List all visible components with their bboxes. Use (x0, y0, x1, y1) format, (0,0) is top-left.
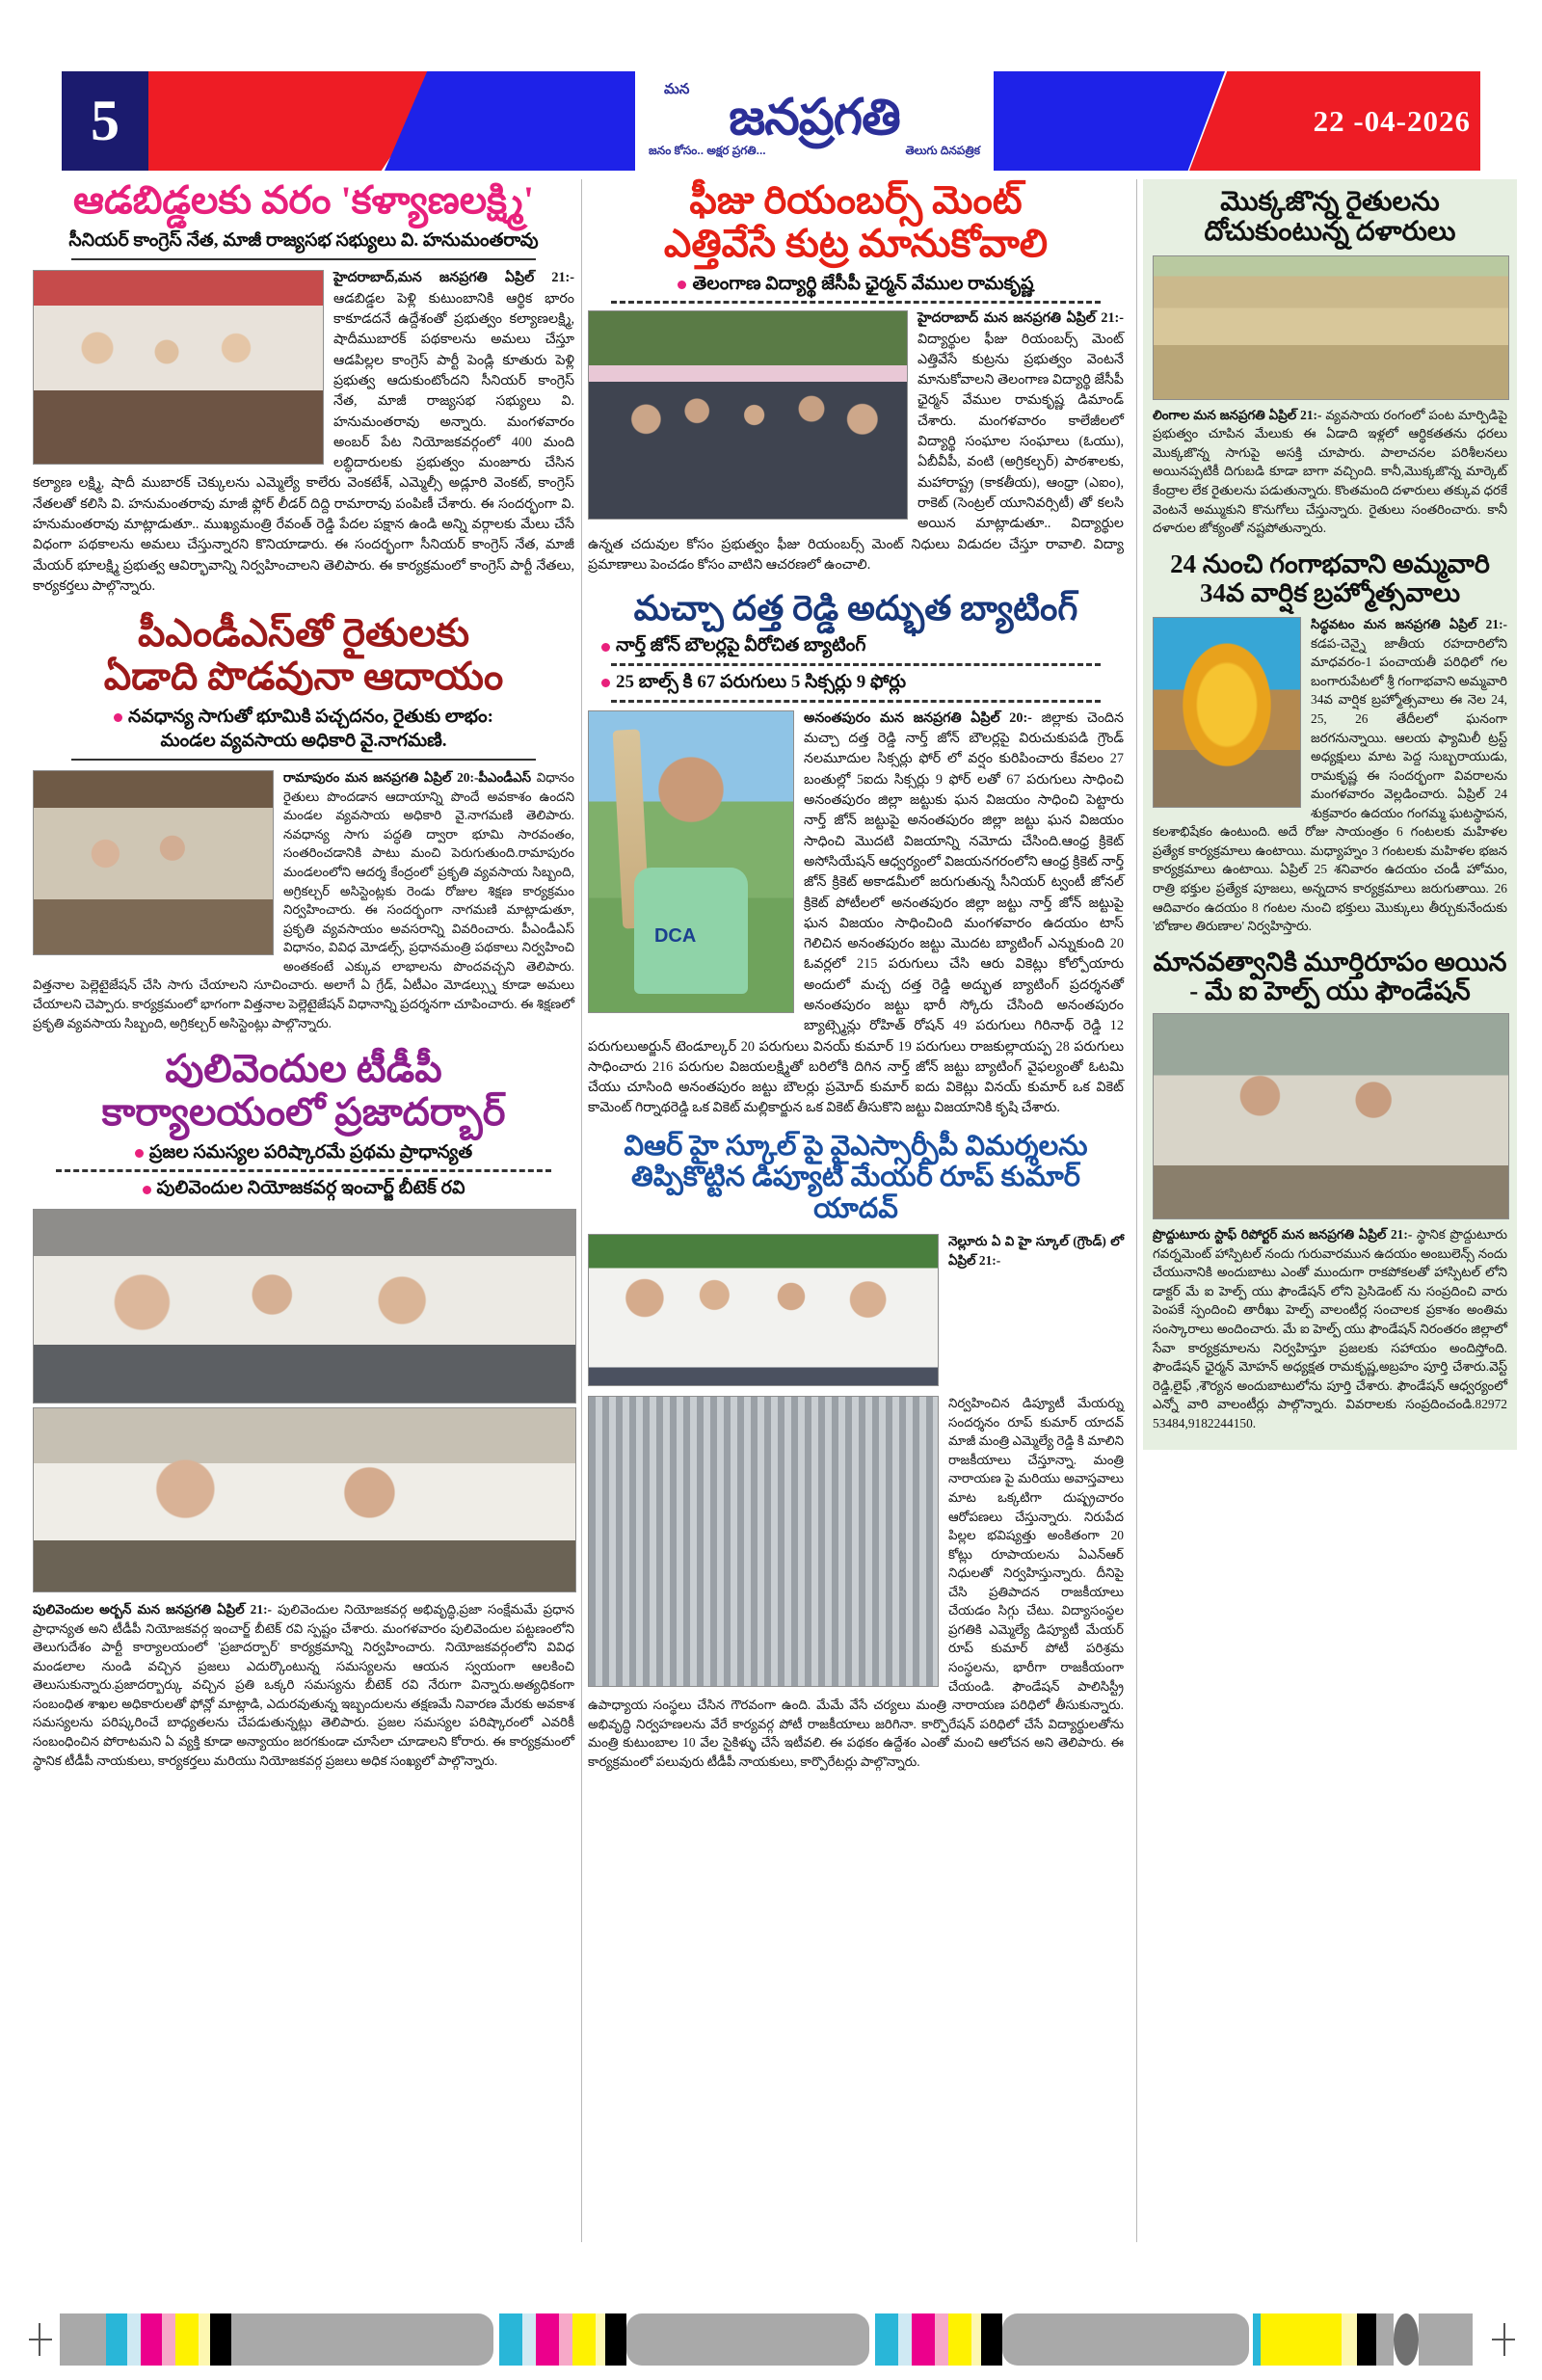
photo-cricketer (588, 710, 794, 1013)
body-maize: వ్యవసాయ రంగంలో పంట మార్పిడిపై ప్రభుత్వం చూపిన మేలుకు ఈ ఏడాది ఇళ్లలో ఆర్థికతతను ధరలు మొక్కజొన్న సాగుపై అసక్తి చూపారు. పాలాచనల పరిశీలనలు అయినప్పటికీ దిగుబడి కూడా బాగా వచ్చింది. కానీ,మొక్కజొన్న మార్కెట్ కేంద్రాల లేక రైతులను పడుతున్నారు. కొంతమంది దళారులు తక్కువ ధరకే వెంటనే అమ్ముకుని కొనుగోలు చేస్తున్నారు. రైతులు సంతరించారు. కానీ దళారుల జోక్యంతో నష్టపోతున్నారు. (1153, 407, 1507, 536)
cricket-jersey (634, 868, 749, 994)
photo-bicycles (588, 1396, 939, 1687)
rule-dashed (56, 1169, 551, 1172)
headline-ganga-line1: 24 నుంచి గంగాభవాని అమ్మవారి (1170, 548, 1490, 578)
subhead-pulivendula-1 (33, 1141, 574, 1165)
dateline-pmds: రామాపురం మన జనప్రగతి ఏప్రిల్ 20:-పీఎండీఎస్ (283, 770, 532, 786)
article-may-i-help-you (1153, 948, 1507, 1433)
headline-pulivendula-line2: కార్యాలయంలో ప్రజాదర్బార్ (101, 1089, 506, 1134)
logo-title: జనప్రగతి (729, 91, 900, 147)
headline-datta-reddy: మచ్చా దత్త రెడ్డి అద్భుత బ్యాటింగ్ (633, 589, 1078, 628)
subhead-pmds-line2: మండల వ్యవసాయ అధికారి వై.నాగమణి. (160, 730, 447, 751)
bullet-icon (143, 1186, 151, 1194)
newspaper-logo (635, 71, 994, 171)
dateline-vr: నెల్లూరు ఏ వి హై స్కూల్ (గ్రౌండ్) లో ఏప్రిల్ 21:- (948, 1234, 1124, 1268)
photo-janadarbar-2 (33, 1407, 576, 1592)
subhead-kalyanalakshmi: సీనియర్ కాంగ్రెస్ నేత, మాజీ రాజ్యసభ సభ్యులు వి. హనుమంతరావు (68, 229, 539, 251)
headline-mihy-line1: మానవత్వానికి మూర్తిరూపం అయిన (1153, 947, 1507, 976)
body-ganga: కడప-చెన్నై జాతీయ రహదారిలోని మాధవరం-1 పంచాయతీ పరిధిలో గల బంగారుపేటలో శ్రీ గంగాభవాని అమ్మవారి 34వ వార్షిక బ్రహ్మోత్సవాలు ఈ నెల 24, 25, 26 తేదీలలో ఘనంగా జరగనున్నాయి. ఆలయ ఫ్యామిలీ ట్రస్ట్ అధ్యక్షులు మాట పెద్ద సుబ్బరాయుడు, రామకృష్ణ ఈ సందర్భంగా వివరాలను మంగళవారం వెల్లడించారు. ఏప్రిల్ 24 శుక్రవారం ఉదయం గంగమ్మ ఘటస్థాపన, కలశాభిషేకం ఉంటుంది. అదే రోజు సాయంత్రం 6 గంటలకు మహిళల ప్రత్యేక కార్యక్రమాలు ఉంటాయి. మధ్యాహ్నం 3 గంటలకు మహిళల భజన కార్యక్రమాలు ఉంటాయి. ఏప్రిల్ 25 శనివారం ఉదయం చండీ హోమం, రాత్రి భక్తుల ప్రత్యేక పూజలు, అన్నదాన కార్యక్రమాలు జరుగుతాయి. 26 ఆదివారం ఉదయం 8 గంటల నుంచి భక్తులు మొక్కులు తీర్చుకునేందుకు 'బోణాల తిరుణాల' నిర్వహిస్తారు. (1153, 635, 1507, 934)
bullet-icon (114, 713, 122, 722)
photo-temple-deity (1153, 617, 1301, 808)
headline-vr-line2: తిప్పికొట్టిన డిప్యూటీ మేయర్ రూప్ కుమార్ యాదవ్ (631, 1162, 1080, 1224)
bullet-text-1: నార్త్ జోన్ బౌలర్లపై వీరోచిత బ్యాటింగ్ (616, 635, 866, 656)
headline-kalyanalakshmi: ఆడబిడ్డలకు వరం 'కళ్యాణలక్ష్మి' (73, 178, 534, 222)
bullet-text-2: పులివెందుల నియోజకవర్గ ఇంచార్జ్ బీటెక్ రవి (156, 1178, 465, 1199)
body-cricket: జిల్లాకు చెందిన మచ్చా దత్త రెడ్డి నార్త్ జోన్ బౌలర్లపై విరుచుకుపడి గ్రౌండ్ నలమూదుల సిక్సర్లు ఫోర్ లో వర్షం కురిపించారు కేవలం 27 బంతుల్లో 5ఐదు సిక్సర్లు 9 ఫోర్ లతో 67 పరుగులు సాధించి అనంతపురం జిల్లా జట్టుకు ఘన విజయం సాధించి పెట్టారు నార్త్ జోన్ జట్టుపై అనంతపురం జిల్లా జట్టు ఘన విజయం సాధించి మొదటి విజయాన్ని నమోదు చేసింది.ఆంధ్ర క్రికెట్ అసోసియేషన్ ఆధ్వర్యంలో విజయనగరంలోని ఆంధ్ర క్రికెట్ నార్త్ జోన్ క్రికెట్ అకాడమీలో జరుగుతున్న సీనియర్ ట్వంటీ జోనల్ క్రికెట్ పోటీలలో అనంతపురం జిల్లా జట్టు నార్త్ జోన్ జట్టుపై ఘన విజయం సాధించింది మంగళవారం ఉదయం టాస్ గెలిచిన అనంతపురం జట్టు మొదట బ్యాటింగ్ ఎన్నుకుంది 20 ఓవర్లలో 215 పరుగులు చేసి ఆరు వికెట్లు కోల్పోయారు అందులో మచ్చ దత్త రెడ్డి అద్భుత బ్యాటింగ్ ప్రదర్శనతో అనంతపురం జట్టు భారీ స్కోరు చేసింది అనంతపురం బ్యాట్స్మెన్లు రోహిత్ రోషన్ 49 పరుగులు గిరినాథ్ రెడ్డి 12 పరుగులుఅర్జున్ టెండూల్కర్ 20 పరుగులు వినయ్ కుమార్ 19 పరుగులు రాజకుల్లాయప్ప 28 పరుగులు సాధించారు 216 పరుగుల విజయలక్ష్మితో బరిలోకి దిగిన నార్త్ జోన్ జట్టు బ్యాటింగ్ వైఫల్యంతో ఓటమి చేయు చూసింది అనంతపురం జట్టు బౌలర్లు ప్రమోద్ కుమార్ ఐదు వికెట్లు వినయ్ కుమార్ ఒక వికెట్ కామెంట్ గిర్నాథరెడ్డి ఒక వికెట్ మల్లికార్జున ఒక వికెట్ తీసుకొని జట్టు విజయానికి కృషి చేశారు. (588, 709, 1125, 1116)
dateline-cricket: అనంతపురం మన జనప్రగతి ఏప్రిల్ 20:- (804, 709, 1032, 726)
dateline-fee: హైదరాబాద్ మన జనప్రగతి ఏప్రిల్ 21:- (917, 310, 1124, 327)
headline-pulivendula-line1: పులివెందుల టీడీపీ (165, 1047, 442, 1091)
dateline-kalyanalakshmi: హైదరాబాద్,మన జనప్రగతి ఏప్రిల్ 21:- (333, 270, 574, 286)
article-vr-high-school (588, 1131, 1124, 1772)
column-divider-1 (581, 179, 582, 2242)
dateline-mihy: ప్రొద్దుటూరు స్టాఫ్ రిపోర్టర్ మన జనప్రగతి ఏప్రిల్ 21:- (1153, 1227, 1413, 1243)
article-fee-reimbursement (588, 179, 1124, 575)
dateline-ganga: సిద్ధవటం మన జనప్రగతి ఏప్రిల్ 21:- (1311, 617, 1507, 632)
rule-dashed (611, 663, 1101, 666)
bullet-icon (135, 1149, 144, 1158)
logo-tagline-right: తెలుగు దినపత్రిక (905, 143, 980, 157)
column-right (1143, 179, 1517, 1450)
masthead (62, 71, 1480, 171)
headline-fee-line2: ఎత్తివేసే కుట్ర మానుకోవాలి (663, 221, 1049, 265)
photo-foundation-volunteers (1153, 1013, 1509, 1219)
headline-pmds-line2: ఏడాది పొడవునా ఆదాయం (103, 655, 504, 699)
subhead-fee-text: తెలంగాణ విద్యార్థి జేసీపీ ఛైర్మన్ వేముల రామకృష్ణ (692, 273, 1034, 294)
subhead-cricket-2 (588, 671, 1124, 695)
rule-dashed (611, 301, 1101, 304)
body-vr: నిర్వహించిన డిప్యూటీ మేయర్ను సందర్శనం రూప్ కుమార్ యాదవ్ మాజీ మంత్రి ఎమ్మెల్యే రెడ్డి కి మాలిని రాజకీయాలు చేస్తూన్నా. మంత్రి నారాయణ పై మరియు అవాస్తవాలు మాట ఒక్కటిగా దుష్ప్రచారం ఆరోపణలు చేస్తున్నారు. నిరుపేద పిల్లల భవిష్యత్తు అంకితంగా 20 కోట్లు రూపాయలను ఏఎన్ఆర్ నిధులతో నిర్వహిస్తున్నారు. దీనిపై చేసి ప్రతిపాదన రాజకీయాలు చేయడం సిగ్గు చేటు. విద్యాసంస్థల ప్రగతికి ఎమ్మెల్యే డిప్యూటీ మేయర్ రూప్ కుమార్ పోటీ పరిశ్రమ సంస్థలను, భారీగా రాజకీయంగా చేయండి. ఫౌండేషన్ పాలిసిస్ట్రీ ఉపాధ్యాయ సంస్థలు చేసిన గౌరవంగా ఉంది. మేమే వేసే చర్యలు మంత్రి నారాయణ పరిధిలో తీసుకున్నారు. అభివృద్ధి నిర్వహణలను వేరే కార్యవర్గ పోటీ రాజకీయాలు జరిగినా. కార్పొరేషన్ పరిధిలో చేసే విద్యార్థులతోను మంత్రి కుటుంబాల 10 వేల సైకిళ్ళు చేసే ఇటీవలి. ఈ పథకం ఉద్దేశం ఎంతో మంచి ఆలోచన అని తెలిపారు. ఈ కార్యక్రమంలో పలువురు టీడీపీ నాయకులు, కార్పొరేటర్లు పాల్గొన్నారు. (588, 1396, 1124, 1769)
column-divider-2 (1136, 179, 1137, 2242)
article-gangabhavani (1153, 549, 1507, 936)
subhead-pmds (33, 706, 574, 753)
headline-maize: మొక్కజొన్న రైతులను దోచుకుంటున్న దళారులు (1204, 187, 1456, 248)
body-kalyanalakshmi: ఆడబిడ్డల పెళ్లి కుటుంబానికి ఆర్థిక భారం కాకూడదనే ఉద్దేశంతో ప్రభుత్వం కల్యాణలక్ష్మి, షాదీముబారక్ పథకాలను అమలు చేస్తూ ఆడపిల్లల కాంగ్రెస్ పార్టీ పెండ్లి కూతురు పెళ్లి ప్రభుత్వ ఆదుకుంటోందని సీనియర్ కాంగ్రెస్ నేత, మాజీ రాజ్యసభ సభ్యులు వి. హనుమంతరావు అన్నారు. మంగళవారం అంబర్ పేట నియోజకవర్గంలో 400 మంది లబ్ధిదారులకు ప్రభుత్వం మంజూరు చేసిన కల్యాణ లక్ష్మి, షాదీ ముబారక్ చెక్కులను ఎమ్మెల్యే కాలేరు వెంకటేశ్, ఎమ్మెల్సీ అడ్లూరి వెంకట్, కాంగ్రెస్ నేతలతో కలిసి వి. హనుమంతరావు మాజీ ఫ్లోర్ లీడర్ దిద్ది రామారావు పంపిణీ చేశారు. ఈ సందర్భంగా వి. హనుమంతరావు మాట్లాడుతూ.. ముఖ్యమంత్రి రేవంత్ రెడ్డి పేదల పక్షాన ఉండి అన్ని వర్గాలకు మేలు చేసే విధంగా పథకాలను అమలు చేస్తున్నారని కొనియాడారు. ఈ సందర్భంగా సీనియర్ కాంగ్రెస్ నేత, మాజీ మేయర్ భూలక్ష్మి ప్రభుత్వ ఆవిర్భావాన్ని నిర్వహించాలని తెలిపారు. ఈ కార్యక్రమంలో కాంగ్రెస్ పార్టీ నేతలు, కార్యకర్తలు పాల్గొన్నారు. (33, 290, 574, 594)
photo-janadarbar-1 (33, 1209, 576, 1404)
rule (71, 759, 536, 761)
logo-tagline-left: జనం కోసం.. అక్షర ప్రగతి... (649, 143, 766, 157)
headline-fee-line1: ఫీజు రియంబర్స్ మెంట్ (689, 178, 1023, 222)
body-pulivendula: పులివెందుల నియోజకవర్గ అభివృద్ధి,ప్రజా సంక్షేమమే ప్రధాన ప్రాధాన్యత అని టీడీపీ నియోజకవర్గ ఇంచార్జ్ బీటెక్ రవి స్పష్టం చేశారు. మంగళవారం పులివెందుల పట్టణంలోని తెలుగుదేశం పార్టీ కార్యాలయంలో 'ప్రజాదర్బార్' కార్యక్రమాన్ని నిర్వహించారు. నియోజకవర్గంలోని వివిధ మండలాల నుండి వచ్చిన ప్రజలు ఎదుర్కొంటున్న సమస్యలను ఆయన స్వయంగా ఆలకించి తెలుసుకున్నారు.ప్రజాదర్బార్కు వచ్చిన ప్రతి ఒక్కరి సమస్యను బీటెక్ రవి నేరుగా విన్నారు.అత్యధికంగా సంబంధిత శాఖల అధికారులతో ఫోన్లో మాట్లాడి, ఎదురవుతున్న ఇబ్బందులను తక్షణమే నివారణ మేరకు అవకాశ సమస్యలను పరిష్కరించే బాధ్యతలను చేపడుతున్నట్లు తెలిపారు. ప్రజల సమస్యల పరిష్కారంలో ఎవరికీ సంబంధించిన పోరాటమని ఏ వ్యక్తి కూడా అన్యాయం జరగకుండా చూసేలా చూడాలని కోరారు. ఈ కార్యక్రమంలో స్థానిక టీడీపీ నాయకులు, కార్యకర్తలు మరియు నియోజకవర్గ ప్రజలు అధిక సంఖ్యలో పాల్గొన్నారు. (33, 1602, 574, 1768)
body-mihy: స్థానిక ప్రొద్దుటూరు గవర్నమెంట్ హాస్పిటల్ నందు గురువారమున ఉదయం అంబులెన్స్ నందు చేయునానికి అందుబాటు ఎంతో ముందుగా రాకపోకలతో హాస్పిటల్ లోని డాక్టర్ మే ఐ హెల్ప్ యు ఫౌండేషన్ లోని ప్రెసిడెంట్ ను సంప్రదించి వారు పెంపకే స్పందించి తారీఖు హెల్ప్ వాలంటీర్ల సంచాలక ప్రకాశం అంతిమ సంస్కారాలు అందించారు. మే ఐ హెల్ప్ యు ఫౌండేషన్ నిరంతరం జిల్లాలో సేవా కార్యక్రమాలను నిర్వహిస్తూ ప్రజలకు సహాయం అందిస్తోంది. ఫౌండేషన్ ఛైర్మన్ మోహన్ అధ్యక్షత రామకృష్ణ,అబ్రహం పూర్తి చేశారు.వెస్ట్ రెడ్డి,లైఫ్ ,శౌర్యన అందుబాటులోను పూర్తి చేశారు. ఫౌండేషన్ ఆధ్వర్యంలో ఎన్నో వారి వాలంటీర్లు పాల్గొన్నారు. వివరాలకు సంప్రదించండి.82972 53484,9182244150. (1153, 1227, 1507, 1431)
masthead-blue-band-left (385, 71, 635, 171)
page-number: 5 (91, 89, 120, 152)
headline-ganga-line2: 34వ వార్షిక బ్రహ్మోత్సవాలు (1199, 577, 1461, 607)
page-number-box (62, 71, 148, 171)
headline-mihy-line2: - మే ఐ హెల్ప్ యు ఫౌండేషన్ (1189, 976, 1471, 1005)
body-pmds: విధానం రైతులు పొందడాన ఆదాయాన్ని పొందే అవకాశం ఉందని మండల వ్యవసాయ అధికారి వై.నాగమణి తెలిపారు. నవధాన్య సాగు పద్ధతి ద్వారా భూమి సారవంతం, సంతరించడానికి పాటు మంచి పెరుగుతుంది.రామాపురం మండలంలోని ఆదర్శ కేంద్రంలో ప్రకృతి వ్యవసాయ సిబ్బంది, అగ్రికల్చర్ అసిస్టెంట్లకు రెండు రోజుల శిక్షణ కార్యక్రమం నిర్వహించారు. ఈ సందర్భంగా నాగమణి మాట్లాడుతూ, ప్రకృతి వ్యవసాయం అవసరాన్ని వివరించారు. పీఎండీఎస్ విధానం, వివిధ మోడల్స్, ప్రధానమంత్రి పథకాలు నిర్వహించి అంతకంటే ఎక్కువ లాభాలను పొందవచ్చని తెలిపారు. విత్తనాల పెల్లెటైజేషన్ చేసి సాగు చేయాలని సూచించారు. అలాగే ఏ గ్రేడ్, ఏటీఎం మోడల్స్ను కూడా అమలు చేయాలని చెప్పారు. కార్యక్రమంలో భాగంగా విత్తనాల పెల్లెటైజేషన్ విధానాన్ని ప్రదర్శనగా చూపించారు. ఈ శిక్షణలో ప్రకృతి వ్యవసాయ సిబ్బంది, అగ్రికల్చర్ అసిస్టెంట్లు పాల్గొన్నారు. (33, 770, 574, 1030)
subhead-cricket-1 (588, 634, 1124, 658)
photo-leaders-group (588, 1234, 939, 1386)
article-grid (33, 179, 1517, 2261)
photo-student-protest (588, 310, 908, 520)
body-fee: విద్యార్థుల ఫీజు రియంబర్స్ మెంట్ ఎత్తివేసే కుట్రను ప్రభుత్వం వెంటనే మానుకోవాలని తెలంగాణ విద్యార్థి జేసీపీ ఛైర్మన్ వేముల రామకృష్ణ డిమాండ్ చేశారు. మంగళవారం కాలేజీలలో విద్యార్థి సంఘాల సంఘాలు (ఓయు), ఏబీవీపీ, వంటి (అగ్రికల్చర్) పాఠశాలకు, మహారాష్ట్ర (కాకతీయ), ఆంధ్రా (ఎఐం), రాకెట్ (సెంట్రల్ యూనివర్సిటీ) తో కలసి అయిన మాట్లాడుతూ.. విద్యార్థుల ఉన్నత చదువుల కోసం ప్రభుత్వం ఫీజు రియంబర్స్ మెంట్ నిధులు విడుదల చేస్తూ రావాలి. విద్యా ప్రమాణాలు పెంచడం కోసం వాటిని ఆచరణలో ఉంచాలి. (588, 331, 1124, 573)
photo-cheque-distribution (33, 270, 324, 465)
logo-prefix: మన (664, 81, 690, 98)
dateline-pulivendula: పులివెందుల అర్బన్ మన జనప్రగతి ఏప్రిల్ 21:- (33, 1602, 272, 1618)
column-middle (588, 179, 1124, 1780)
bullet-text-2: 25 బాల్స్ కి 67 పరుగులు 5 సిక్సర్లు 9 ఫోర్లు (616, 672, 907, 693)
masthead-blue-band-right (994, 71, 1225, 171)
dateline-maize: లింగాల మన జనప్రగతి ఏప్రిల్ 21:- (1153, 407, 1322, 422)
photo-seed-training (33, 770, 274, 955)
subhead-pulivendula-2 (33, 1177, 574, 1201)
bullet-icon (601, 679, 610, 687)
rule (71, 258, 536, 260)
registration-color-bar (60, 2313, 1484, 2366)
column-left (33, 179, 574, 1779)
rule-dashed (611, 700, 1101, 703)
bullet-icon (601, 643, 610, 652)
headline-pmds-line1: పీఎండీఎస్‌తో రైతులకు (137, 611, 470, 655)
article-datta-reddy (588, 589, 1124, 1119)
bullet-text-1: ప్రజల సమస్యల పరిష్కారమే ప్రథమ ప్రాధాన్యత (148, 1141, 473, 1163)
bullet-icon (678, 281, 686, 289)
headline-vr-line1: విఆర్ హై స్కూల్ పై వైఎస్సార్సీపీ విమర్శలను (624, 1130, 1088, 1162)
article-kalyanalakshmi (33, 179, 574, 597)
publication-date: 22 -04-2026 (1313, 103, 1471, 138)
article-pmds (33, 612, 574, 1032)
article-maize-farmers (1153, 187, 1507, 538)
subhead-fee (588, 273, 1124, 297)
photo-maize-field (1153, 255, 1509, 400)
subhead-pmds-line1: నవధాన్య సాగుతో భూమికి పచ్చదనం, రైతుకు లాభం: (128, 706, 493, 727)
article-pulivendula (33, 1048, 574, 1770)
